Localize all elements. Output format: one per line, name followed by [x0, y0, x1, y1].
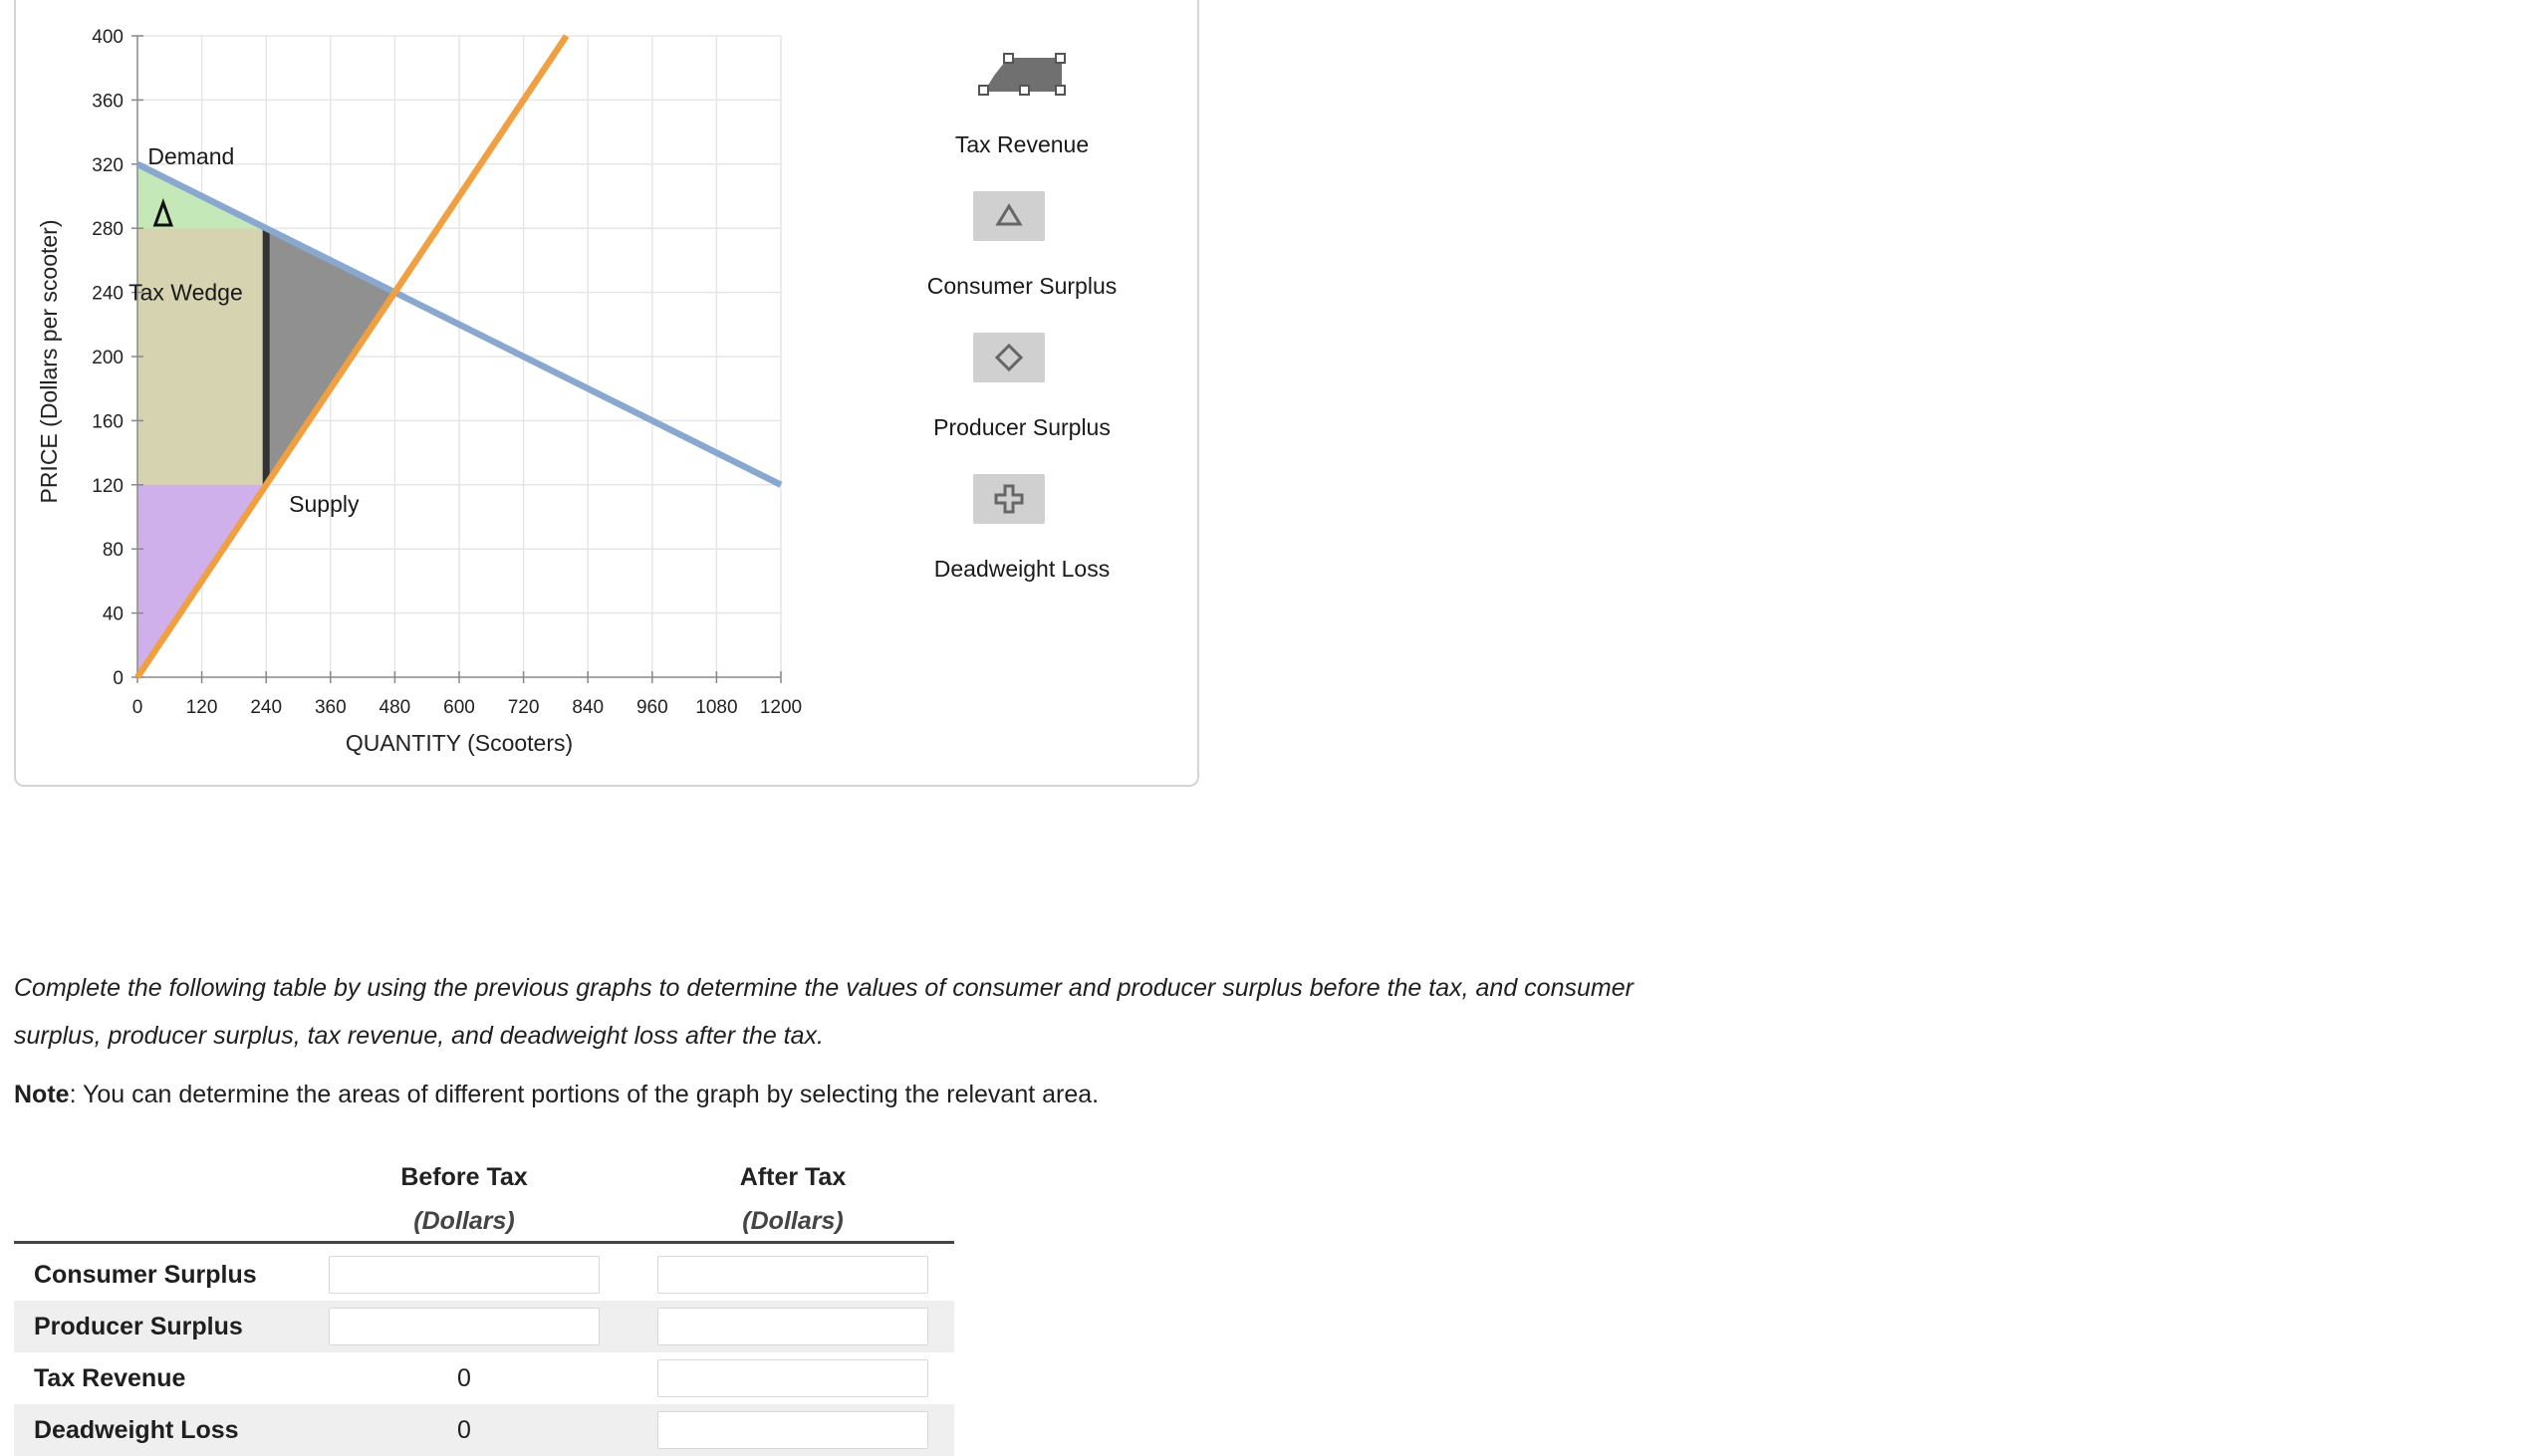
y-tick-label: 320 — [92, 154, 124, 176]
producer-surplus-tool[interactable] — [973, 333, 1045, 382]
col-before-tax-unit: (Dollars) — [413, 1207, 515, 1235]
x-tick-label: 120 — [185, 697, 218, 718]
y-tick-label: 160 — [92, 411, 124, 433]
y-axis-label: PRICE (Dollars per scooter) — [36, 219, 62, 504]
legend-producer-surplus-label: Producer Surplus — [933, 414, 1111, 440]
y-tick-label: 240 — [92, 283, 124, 305]
annotation-demand: Demand — [147, 142, 235, 169]
table-row-consumer-surplus — [14, 1249, 954, 1301]
surplus-chart[interactable] — [16, 0, 1201, 789]
note — [14, 1081, 1099, 1109]
x-tick-label: 1200 — [759, 697, 803, 718]
row-label: Tax Revenue — [34, 1364, 186, 1392]
table-row-tax-revenue — [14, 1352, 954, 1404]
y-tick-label: 360 — [92, 91, 124, 113]
x-tick-label: 840 — [572, 697, 605, 718]
cross-icon — [973, 474, 1045, 524]
tax-revenue-tool[interactable] — [976, 52, 1072, 98]
x-tick-label: 1080 — [695, 697, 738, 718]
y-tick-label: 0 — [113, 668, 124, 689]
legend-deadweight-loss-label: Deadweight Loss — [933, 556, 1111, 582]
x-tick-label: 480 — [378, 697, 411, 718]
deadweight-loss-before-value: 0 — [457, 1416, 471, 1444]
producer-surplus-before-input[interactable] — [329, 1308, 600, 1345]
tax-revenue-after-input[interactable] — [657, 1359, 928, 1397]
x-axis-label: QUANTITY (Scooters) — [345, 730, 574, 756]
triangle-icon — [973, 191, 1045, 241]
y-tick-label: 280 — [92, 219, 124, 241]
x-tick-label: 960 — [635, 697, 668, 718]
y-tick-label: 40 — [102, 604, 124, 625]
deadweight-loss-tool[interactable] — [973, 474, 1045, 524]
x-tick-label: 720 — [507, 697, 540, 718]
table-row-deadweight-loss — [14, 1404, 954, 1456]
row-label: Producer Surplus — [34, 1313, 243, 1340]
x-tick-label: 360 — [314, 697, 347, 718]
legend-tax-revenue-label: Tax Revenue — [954, 131, 1090, 157]
note-text: : You can determine the areas of different portions of the graph by selecting the relevant area. — [69, 1081, 1100, 1108]
y-tick-label: 80 — [102, 540, 124, 562]
col-after-tax: After Tax — [739, 1163, 847, 1191]
diamond-icon — [973, 333, 1045, 382]
y-tick-label: 120 — [92, 475, 124, 497]
col-before-tax: Before Tax — [400, 1163, 528, 1191]
consumer-surplus-after-input[interactable] — [657, 1256, 928, 1294]
producer-surplus-after-input[interactable] — [657, 1308, 928, 1345]
x-tick-label: 240 — [250, 697, 283, 718]
y-tick-label: 200 — [92, 348, 124, 368]
tax-revenue-area[interactable] — [137, 228, 266, 485]
x-tick-label: 0 — [131, 697, 143, 718]
note-label: Note — [14, 1081, 70, 1108]
legend-consumer-surplus-label: Consumer Surplus — [926, 273, 1118, 299]
graph-panel — [14, 0, 1199, 787]
deadweight-loss-after-input[interactable] — [657, 1411, 928, 1449]
col-after-tax-unit: (Dollars) — [742, 1207, 844, 1235]
table-row-producer-surplus — [14, 1301, 954, 1352]
row-label: Deadweight Loss — [34, 1416, 239, 1444]
table-header-rule — [14, 1241, 954, 1244]
tax-revenue-before-value: 0 — [457, 1364, 471, 1392]
consumer-surplus-before-input[interactable] — [329, 1256, 600, 1294]
consumer-surplus-tool[interactable] — [973, 191, 1045, 241]
row-label: Consumer Surplus — [34, 1261, 257, 1289]
instructions-line-2: surplus, producer surplus, tax revenue, and deadweight loss after the tax. — [14, 1022, 824, 1050]
instructions-line-1: Complete the following table by using the previous graphs to determine the values of consumer and producer surplus before the tax, and consumer — [14, 974, 1634, 1002]
x-tick-label: 600 — [443, 697, 475, 718]
y-tick-label: 400 — [92, 27, 124, 48]
annotation-supply: Supply — [289, 491, 360, 518]
annotation-tax-wedge: Tax Wedge — [128, 279, 243, 306]
